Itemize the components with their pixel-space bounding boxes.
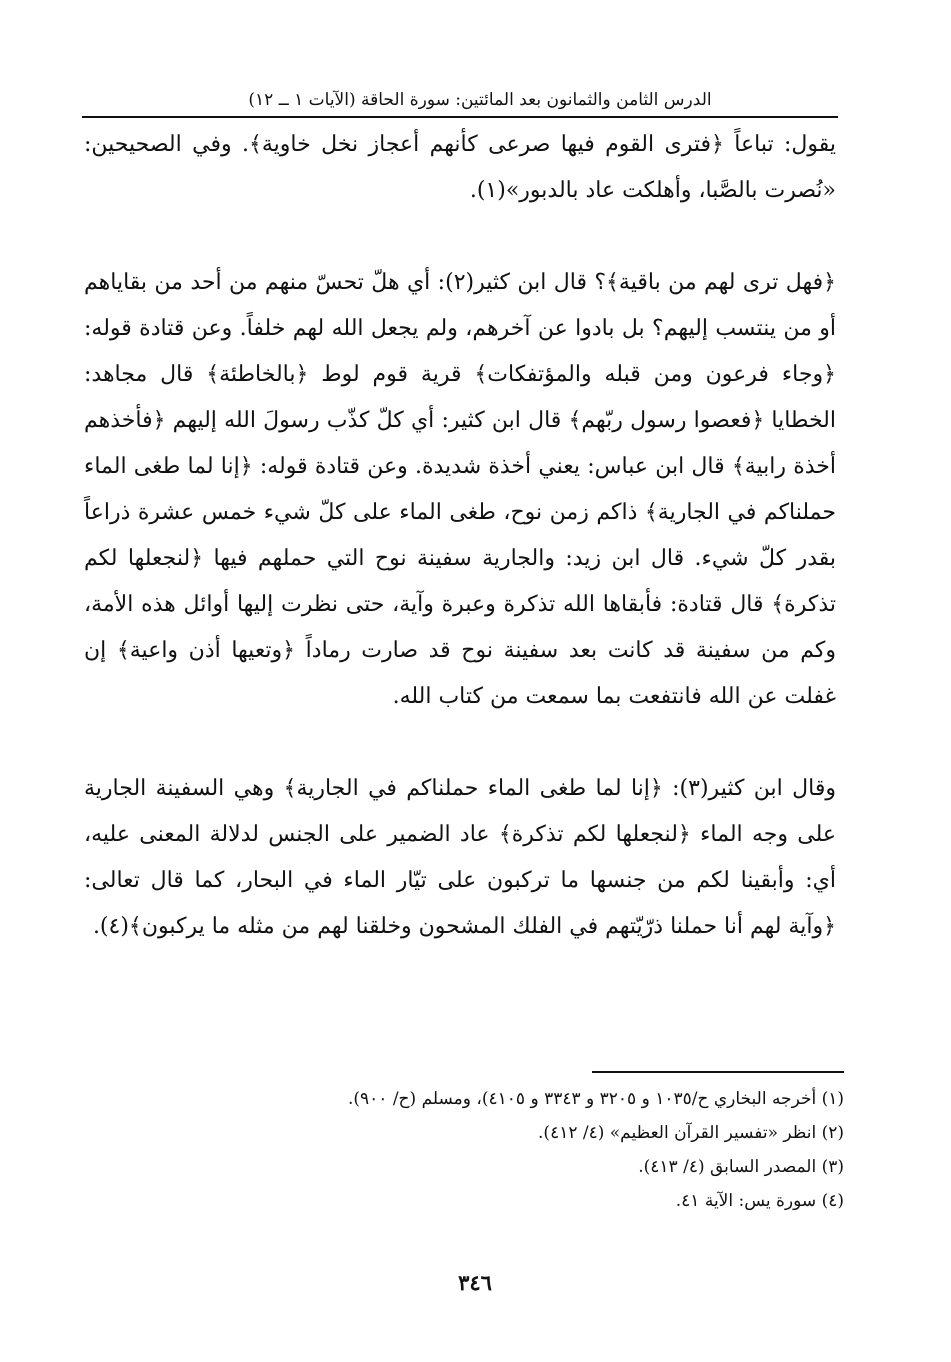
paragraph-1: يقول: تباعاً ﴿فترى القوم فيها صرعى كأنهم أعجاز نخل خاوية﴾. وفي الصحيحين: «نُصرت بالصَّبا، وأهلكت عاد بالدبور»(١). [84, 132, 836, 203]
footnote-3: (٣) المصدر السابق (٤/ ٤١٣). [638, 1157, 844, 1177]
footnotes [160, 1082, 844, 1218]
page-number: ٣٤٦ [458, 1270, 492, 1295]
footnote-4: (٤) سورة يس: الآية ٤١. [675, 1191, 844, 1211]
footnote-2: (٢) انظر «تفسير القرآن العظيم» (٤/ ٤١٢). [538, 1123, 844, 1143]
running-header: الدرس الثامن والثمانون بعد المائتين: سورة الحاقة (الآيات ١ ــ ١٢) [248, 90, 712, 110]
footnote-rule [592, 1071, 844, 1073]
paragraph-gap [84, 720, 836, 766]
footnote-1: (١) أخرجه البخاري ح/١٠٣٥ و ٣٢٠٥ و ٣٣٤٣ و ٤١٠٥)، ومسلم (ح/ ٩٠٠). [347, 1089, 844, 1109]
paragraph-gap [84, 214, 836, 260]
main-text [84, 122, 836, 950]
paragraph-2: ﴿فهل ترى لهم من باقية﴾؟ قال ابن كثير(٢): أي هلّ تحسّ منهم من أحد من بقاياهم أو من ينتسب إليهم؟ بل بادوا عن آخرهم، ولم يجعل الله لهم خلفاً. وعن قتادة قوله: ﴿وجاء فرعون ومن قبله والمؤتفكات﴾ قرية قوم لوط ﴿بالخاطئة﴾ قال مجاهد: الخطايا ﴿فعصوا رسول ربّهم﴾ قال ابن كثير: أي كلّ كذّب رسولَ الله إليهم ﴿فأخذهم أخذة رابية﴾ قال ابن عباس: يعني أخذة شديدة. وعن قتادة قوله: ﴿إنا لما طغى الماء حملناكم في الجارية﴾ ذاكم زمن نوح، طغى الماء على كلّ شيء خمس عشرة ذراعاً بقدر كلّ شيء. قال ابن زيد: والجارية سفينة نوح التي حملهم فيها ﴿لنجعلها لكم تذكرة﴾ قال قتادة: فأبقاها الله تذكرة وعبرة وآية، حتى نظرت إليها أوائل هذه الأمة، وكم من سفينة قد كانت بعد سفينة نوح قد صارت رماداً ﴿وتعيها أذن واعية﴾ إن غفلت عن الله فانتفعت بما سمعت من كتاب الله. [84, 270, 836, 709]
paragraph-3: وقال ابن كثير(٣): ﴿إنا لما طغى الماء حملناكم في الجارية﴾ وهي السفينة الجارية على وجه الماء ﴿لنجعلها لكم تذكرة﴾ عاد الضمير على الجنس لدلالة المعنى عليه، أي: وأبقينا لكم من جنسها ما تركبون على تيّار الماء في البحار، كما قال تعالى: ﴿وآية لهم أنا حملنا ذرّيّتهم في الفلك المشحون وخلقنا لهم من مثله ما يركبون﴾(٤). [84, 776, 836, 939]
header-rule [82, 116, 838, 118]
